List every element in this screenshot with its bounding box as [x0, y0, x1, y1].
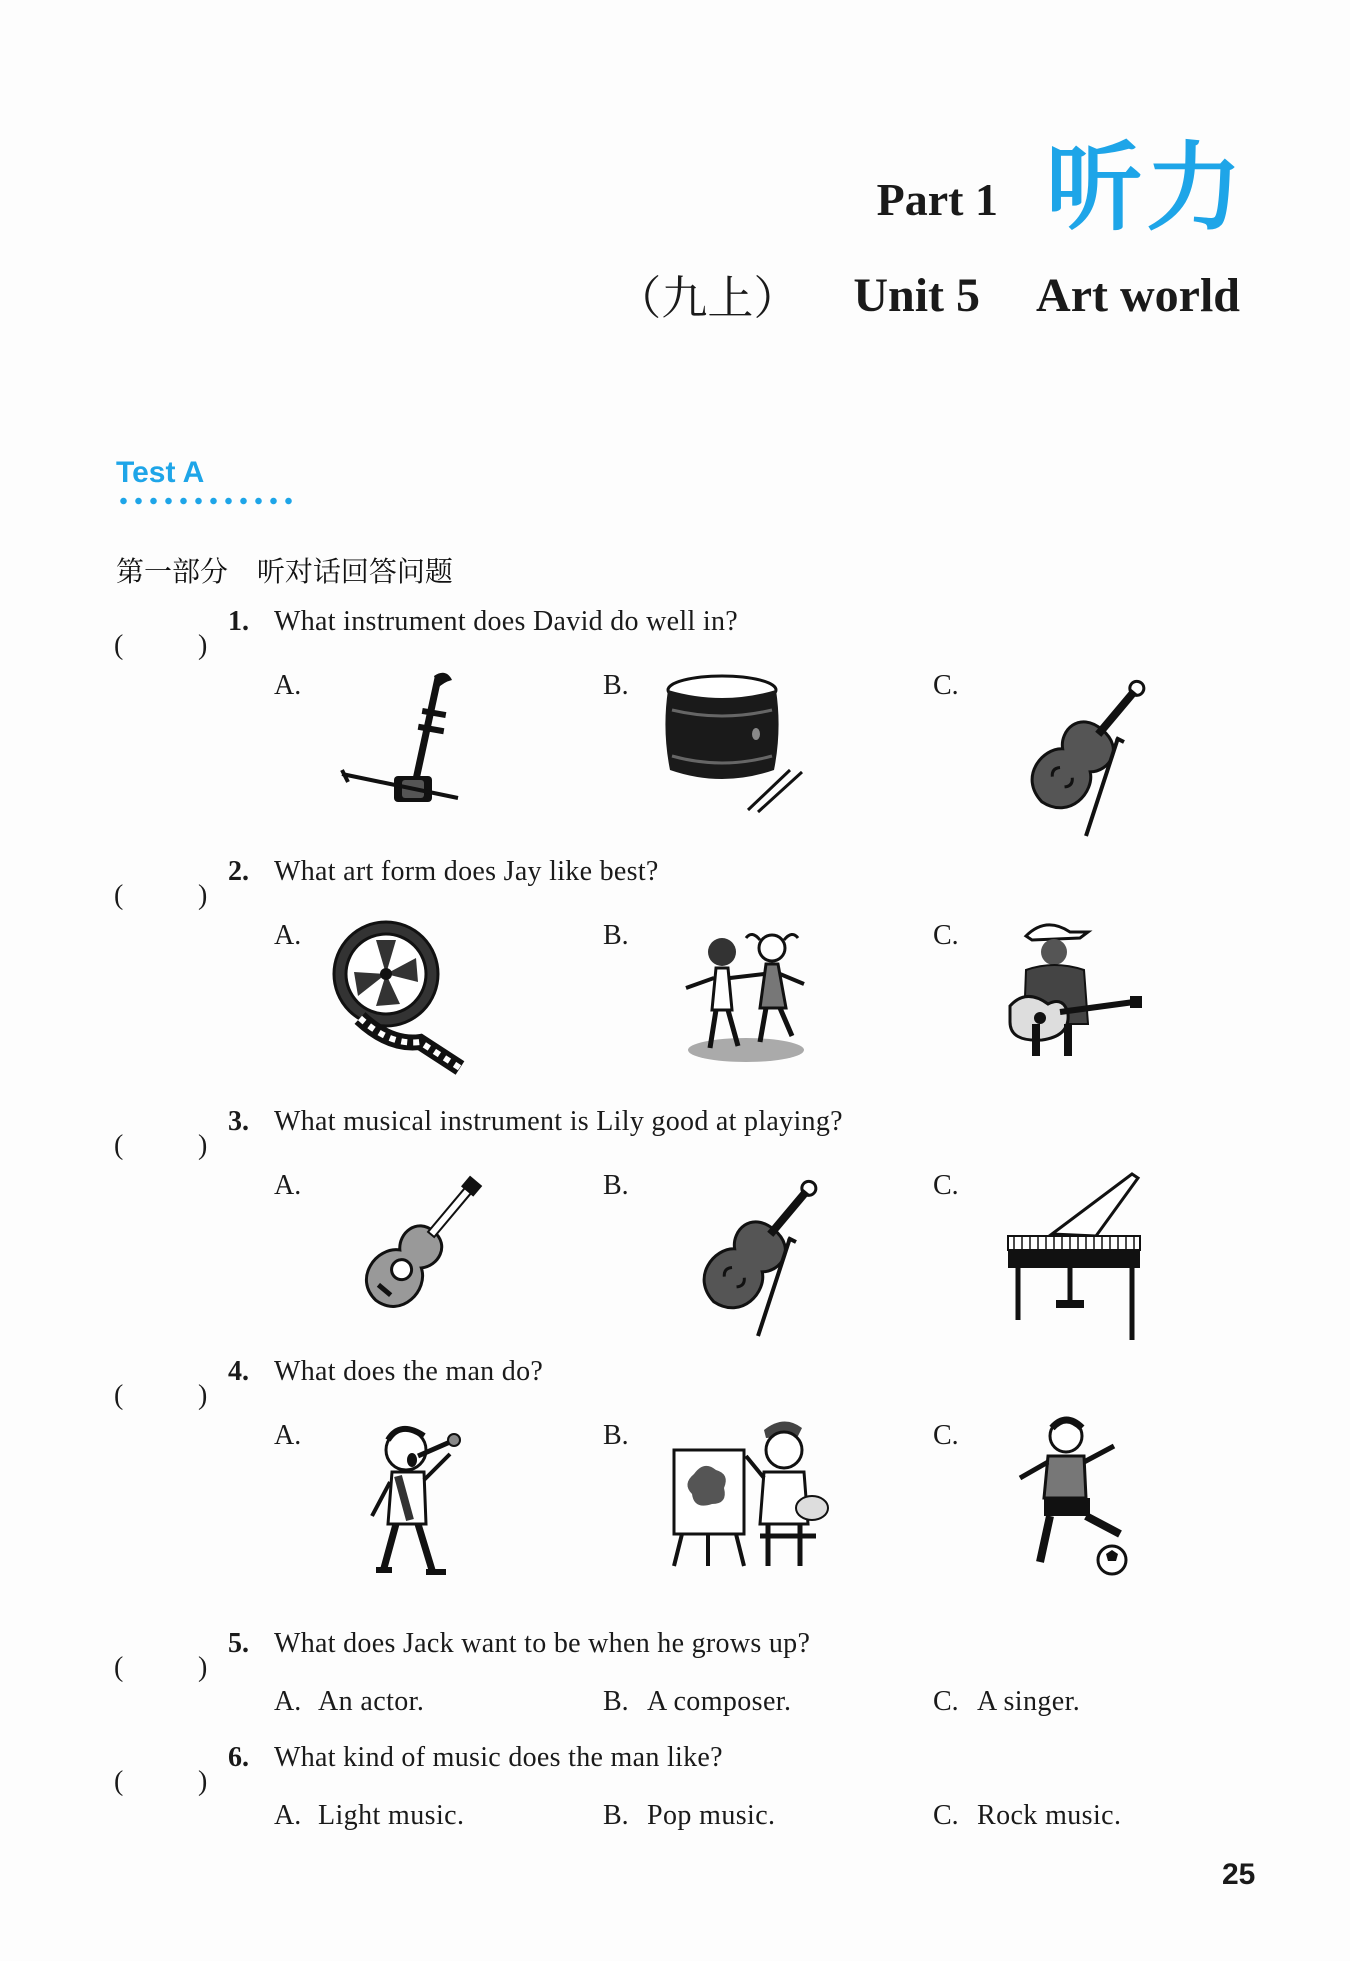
- question-3: ( ) 3. What musical instrument is Lily good at playing?: [114, 1106, 843, 1161]
- question-2: ( ) 2. What art form does Jay like best?: [114, 856, 659, 911]
- violin-icon: [1000, 678, 1150, 838]
- painter-icon: [668, 1416, 832, 1576]
- guitar-player-icon: [996, 916, 1146, 1066]
- option-text: An actor.: [318, 1686, 425, 1717]
- question-number: 2.: [228, 856, 249, 887]
- violin-icon: [672, 1178, 822, 1338]
- question-4: ( ) 4. What does the man do?: [114, 1356, 544, 1411]
- option-label: A.: [274, 1420, 302, 1451]
- option-label: C.: [933, 1686, 959, 1717]
- question-text: What does the man do?: [274, 1356, 544, 1387]
- option-label: C.: [933, 920, 959, 951]
- unit-title: Art world: [1036, 268, 1240, 322]
- part-title: 听力: [1046, 132, 1246, 244]
- unit-number: Unit 5: [853, 268, 981, 322]
- option-text: Rock music.: [977, 1800, 1122, 1831]
- drum-icon: [662, 670, 812, 820]
- option-text: A singer.: [977, 1686, 1081, 1717]
- question-5: ( ) 5. What does Jack want to be when he grows up?: [114, 1628, 811, 1683]
- part-label: Part 1: [876, 174, 998, 225]
- option-label: B.: [603, 670, 629, 701]
- question-number: 3.: [228, 1106, 249, 1137]
- option-label: B.: [603, 920, 629, 951]
- section-heading: 第一部分 听对话回答问题: [116, 555, 453, 588]
- question-number: 6.: [228, 1742, 249, 1773]
- question-1: ( ) 1. What instrument does David do well in?: [114, 606, 738, 661]
- football-player-icon: [1010, 1412, 1150, 1582]
- test-label: Test A: [116, 456, 205, 489]
- option-label: C.: [933, 670, 959, 701]
- option-label: C.: [933, 1800, 959, 1831]
- option-label: A.: [274, 670, 302, 701]
- option-label: B.: [603, 1420, 629, 1451]
- piano-icon: [1000, 1170, 1150, 1346]
- film-reel-icon: [330, 918, 466, 1078]
- question-number: 1.: [228, 606, 249, 637]
- part-heading: [876, 132, 1246, 244]
- option-label: C.: [933, 1420, 959, 1451]
- option-label: C.: [933, 1170, 959, 1201]
- grade-label: （九上）: [615, 271, 800, 325]
- guitar-icon: [348, 1172, 484, 1318]
- page-number: 25: [1222, 1858, 1256, 1891]
- option-text: Light music.: [318, 1800, 465, 1831]
- dotted-underline: [116, 497, 296, 505]
- option-label: A.: [274, 920, 302, 951]
- singer-icon: [366, 1420, 486, 1580]
- question-text: What does Jack want to be when he grows up?: [274, 1628, 811, 1659]
- option-label: A.: [274, 1800, 302, 1831]
- option-text: A composer.: [647, 1686, 792, 1717]
- question-text: What musical instrument is Lily good at playing?: [274, 1106, 843, 1137]
- question-number: 4.: [228, 1356, 249, 1387]
- question-text: What instrument does David do well in?: [274, 606, 738, 637]
- question-6: ( ) 6. What kind of music does the man like?: [114, 1742, 723, 1797]
- option-label: B.: [603, 1686, 629, 1717]
- option-label: B.: [603, 1170, 629, 1201]
- option-label: B.: [603, 1800, 629, 1831]
- option-label: A.: [274, 1170, 302, 1201]
- dancing-kids-icon: [676, 918, 826, 1068]
- option-text: Pop music.: [647, 1800, 776, 1831]
- question-number: 5.: [228, 1628, 249, 1659]
- question-text: What kind of music does the man like?: [274, 1742, 723, 1773]
- unit-heading: [615, 262, 1240, 328]
- erhu-icon: [338, 668, 498, 818]
- option-label: A.: [274, 1686, 302, 1717]
- question-text: What art form does Jay like best?: [274, 856, 659, 887]
